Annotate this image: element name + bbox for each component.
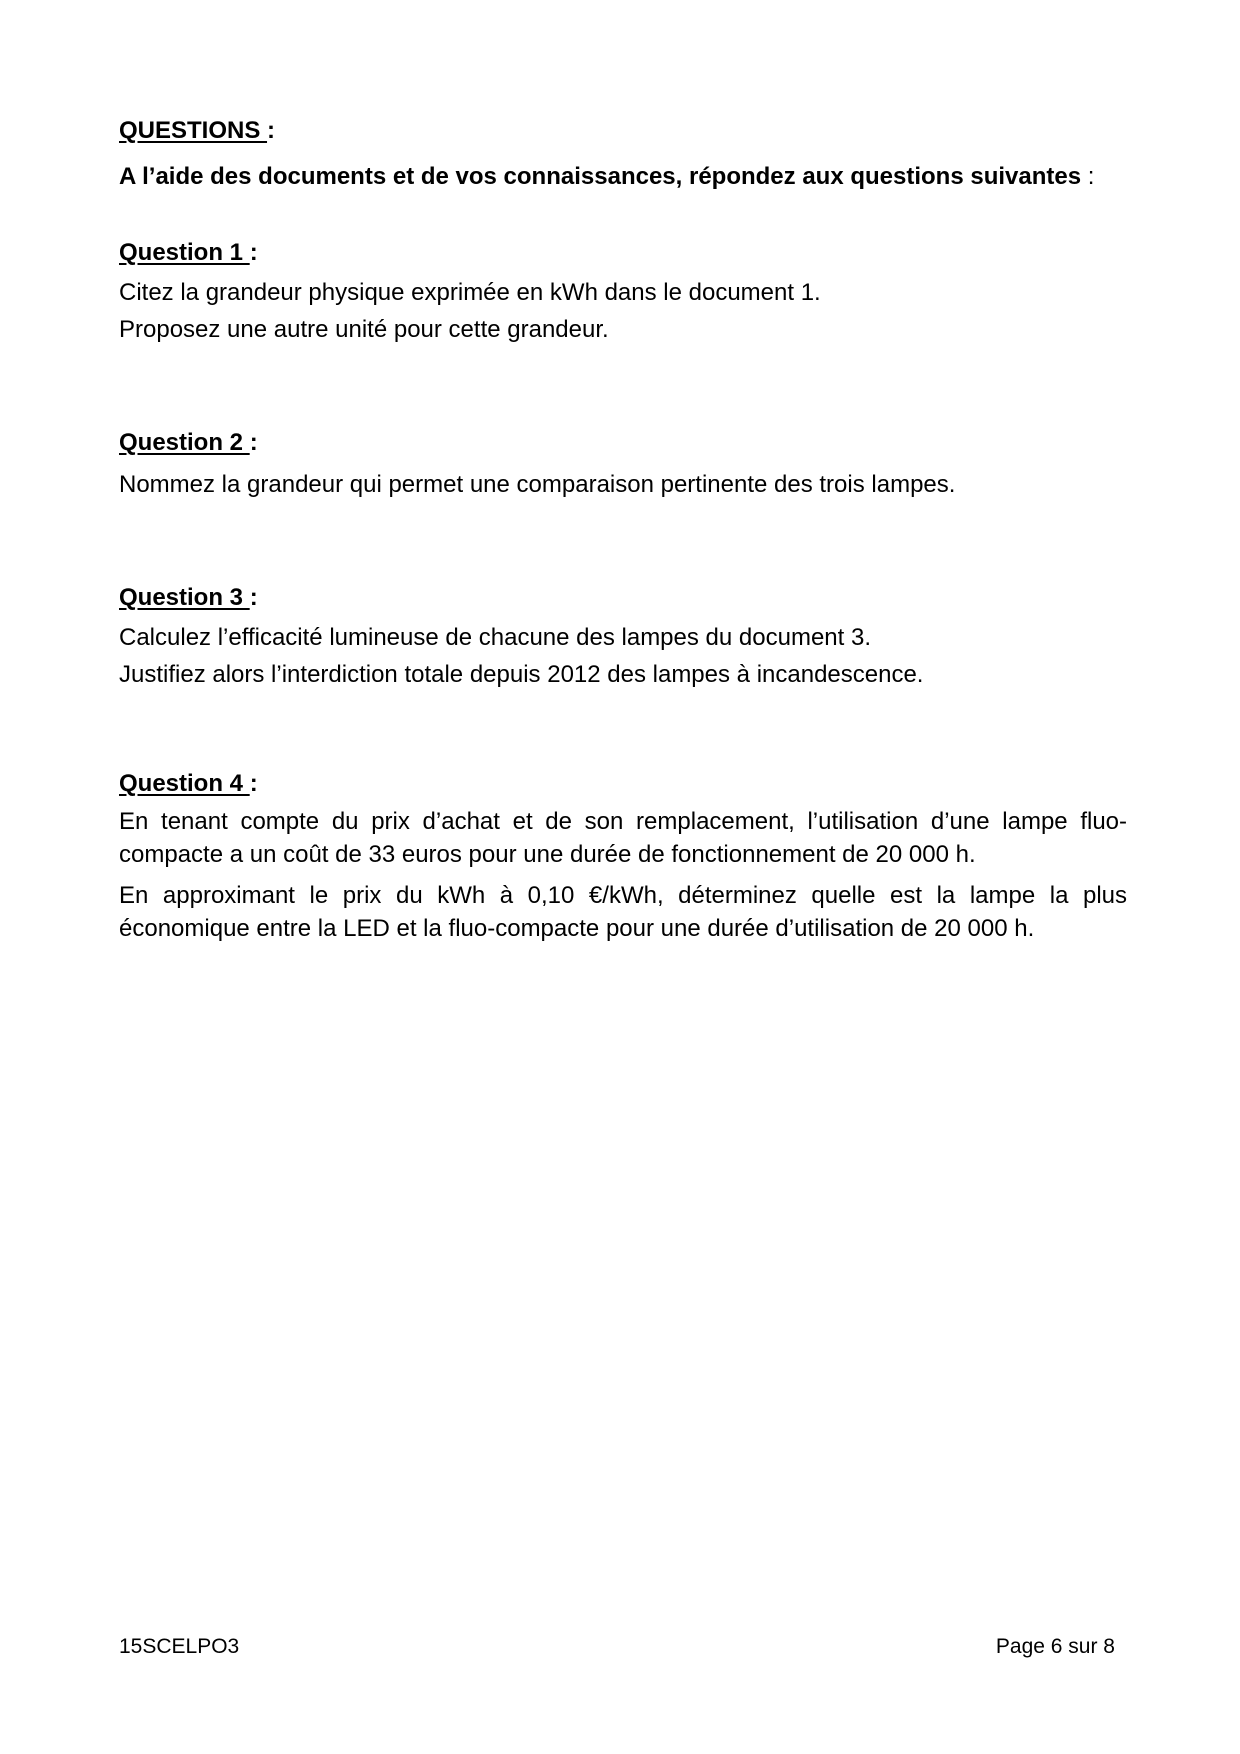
document-code: 15SCELPO3 (119, 1635, 240, 1658)
question-3-line-2: Justifiez alors l’interdiction totale depuis 2012 des lampes à incandescence. (119, 661, 924, 688)
instructions-colon: : (1081, 163, 1095, 190)
question-4-paragraph-1: En tenant compte du prix d’achat et de son remplacement, l’utilisation d’une lampe fluo-compacte a un coût de 33 euros pour une durée de fonctionnement de 20 000 h. (119, 808, 1127, 868)
page-content (119, 114, 1127, 945)
section-title (119, 114, 1127, 148)
instructions (119, 160, 1127, 194)
question-1-line-1: Citez la grandeur physique exprimée en kWh dans le document 1. (119, 279, 821, 306)
question-2 (119, 426, 1127, 503)
question-3-colon: : (249, 584, 258, 611)
question-3-title (119, 581, 1127, 615)
question-1 (119, 236, 1127, 348)
question-3-line-1: Calculez l’efficacité lumineuse de chacune des lampes du document 3. (119, 624, 871, 651)
question-3-label: Question 3 (119, 584, 250, 611)
question-4-colon: : (249, 770, 258, 797)
question-1-title (119, 236, 1127, 270)
question-1-colon: : (249, 239, 258, 266)
question-2-colon: : (249, 429, 258, 456)
instructions-text: A l’aide des documents et de vos connaissances, répondez aux questions suivantes (119, 163, 1082, 190)
section-title-colon: : (267, 117, 276, 144)
question-2-line-1: Nommez la grandeur qui permet une comparaison pertinente des trois lampes. (119, 471, 956, 498)
question-2-title (119, 426, 1127, 460)
question-1-line-2: Proposez une autre unité pour cette grandeur. (119, 316, 609, 343)
question-4-label: Question 4 (119, 770, 250, 797)
page-number: Page 6 sur 8 (995, 1635, 1115, 1658)
question-4-title (119, 767, 1127, 801)
question-4 (119, 767, 1127, 945)
question-3 (119, 581, 1127, 693)
question-1-label: Question 1 (119, 239, 250, 266)
question-4-paragraph-2: En approximant le prix du kWh à 0,10 €/kWh, déterminez quelle est la lampe la plus économique entre la LED et la fluo-compacte pour une durée d’utilisation de 20 000 h. (119, 882, 1127, 942)
question-2-label: Question 2 (119, 429, 250, 456)
section-title-text: QUESTIONS (119, 117, 268, 144)
